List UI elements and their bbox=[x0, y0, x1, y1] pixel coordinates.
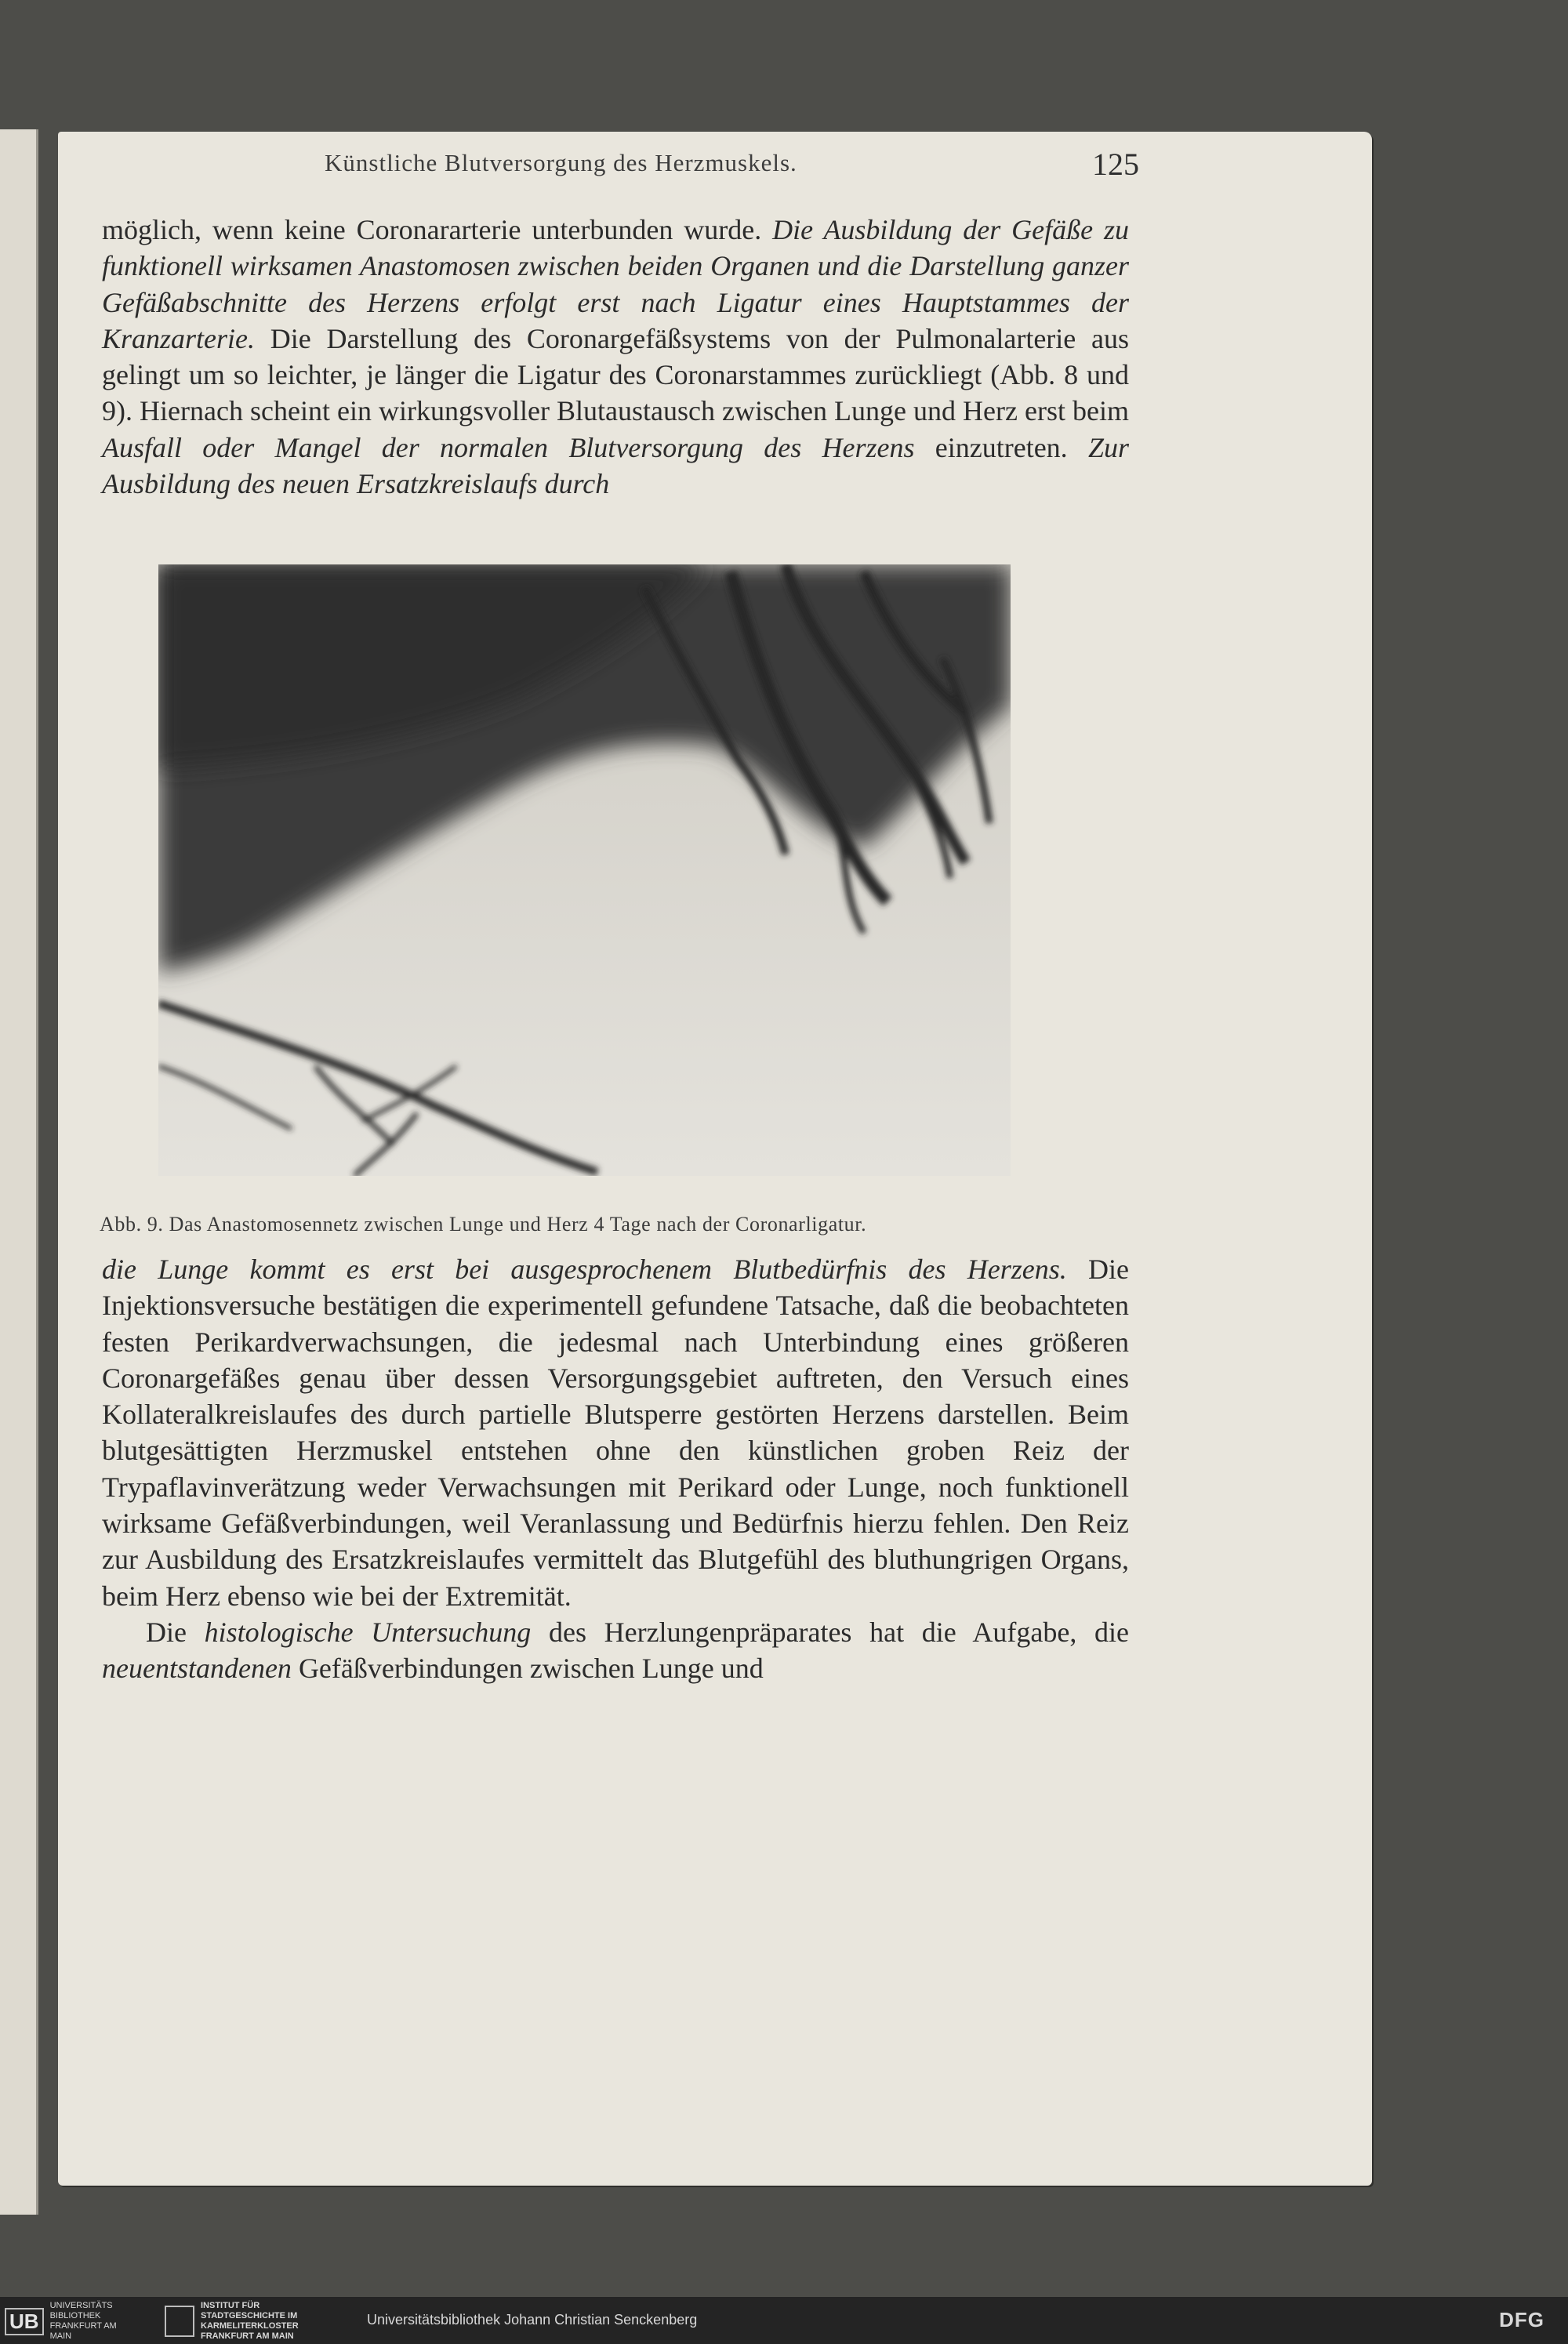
running-title: Künstliche Blutversorgung des Herzmuskels. bbox=[325, 149, 797, 176]
institute-logo-text: INSTITUT FÜR STADTGESCHICHTE IM KARMELITERKLOSTER FRANKFURT AM MAIN bbox=[201, 2301, 299, 2341]
xray-photograph bbox=[158, 564, 1011, 1176]
page-number: 125 bbox=[1092, 147, 1139, 182]
text-run: einzutreten. bbox=[914, 431, 1088, 463]
paragraph bbox=[102, 212, 1129, 502]
text-run: Gefäßverbindungen zwischen Lunge und bbox=[291, 1653, 764, 1685]
body-text-bottom bbox=[102, 1251, 1129, 1687]
ub-logo-text: UNIVERSITÄTS BIBLIOTHEK FRANKFURT AM MAIN bbox=[49, 2301, 117, 2341]
dfg-logo[interactable]: DFG bbox=[1499, 2308, 1544, 2331]
university-library-logo[interactable] bbox=[5, 2301, 136, 2341]
institute-logo-icon bbox=[165, 2306, 194, 2337]
institute-logo[interactable] bbox=[165, 2301, 342, 2341]
italic-run: Zur Ausbildung des neuen Ersatzkreislaufs durch bbox=[102, 431, 1129, 500]
text-run: Die Darstellung des Coronargefäßsystems von der Pulmonalarterie aus gelingt um so leichter, je länger die Ligatur des Coronarstammes zurückliegt (Abb. 8 und 9). Hiernach scheint ein wirkungsvoller Blutaustausch zwischen Lunge und Herz erst beim bbox=[102, 322, 1129, 427]
text-run: Die bbox=[146, 1616, 205, 1648]
viewer-footer-bar bbox=[0, 2297, 1568, 2344]
paragraph bbox=[102, 1251, 1129, 1614]
library-credit: Universitätsbibliothek Johann Christian Senckenberg bbox=[367, 2312, 698, 2328]
figure-caption: Abb. 9. Das Anastomosennetz zwischen Lunge und Herz 4 Tage nach der Coronarligatur. bbox=[100, 1213, 867, 1235]
text-run: des Herzlungenpräparates hat die Aufgabe, die bbox=[531, 1616, 1130, 1648]
italic-run: neuentstandenen bbox=[102, 1653, 292, 1685]
italic-run: die Lunge kommt es erst bei ausgesprochenem Blutbedürfnis des Herzens. bbox=[102, 1254, 1067, 1285]
italic-run: Die Ausbildung der Gefäße zu funktionell wirksamen Anastomosen zwischen beiden Organen und die Darstellung ganzer Gefäßabschnitte des Herzens erfolgt erst nach Ligatur eines Hauptstammes der Kranzarterie. bbox=[102, 214, 1129, 354]
paragraph bbox=[102, 1614, 1129, 1687]
figure-anastomosis-photo bbox=[158, 564, 1011, 1176]
text-run: Die Injektionsversuche bestätigen die experimentell gefundene Tatsache, daß die beobachteten festen Perikardverwachsungen, die jedesmal nach Unterbindung eines größeren Coronargefäßes genau über dessen Versorgungsgebiet auftreten, den Versuch eines Kollateralkreislaufes des durch partielle Blutsperre gestörten Herzens darstellen. Beim blutgesättigten Herzmuskel entstehen ohne den künstlichen groben Reiz der Trypaflavinverätzung weder Verwachsungen mit Perikard oder Lunge, noch funktionell wirksame Gefäßverbindungen, weil Veranlassung und Bedürfnis hierzu fehlen. Den Reiz zur Ausbildung des Ersatzkreislaufes vermittelt das Blutgefühl des bluthungrigen Organs, beim Herz ebenso wie bei der Extremität. bbox=[102, 1254, 1129, 1612]
italic-run: histologische Untersuchung bbox=[204, 1616, 532, 1648]
left-page-edge bbox=[0, 129, 38, 2215]
text-run: möglich, wenn keine Coronararterie unterbunden wurde. bbox=[102, 214, 773, 245]
italic-run: Ausfall oder Mangel der normalen Blutversorgung des Herzens bbox=[102, 431, 915, 463]
body-text-top bbox=[102, 212, 1129, 502]
ub-logo-icon: UB bbox=[5, 2308, 44, 2335]
